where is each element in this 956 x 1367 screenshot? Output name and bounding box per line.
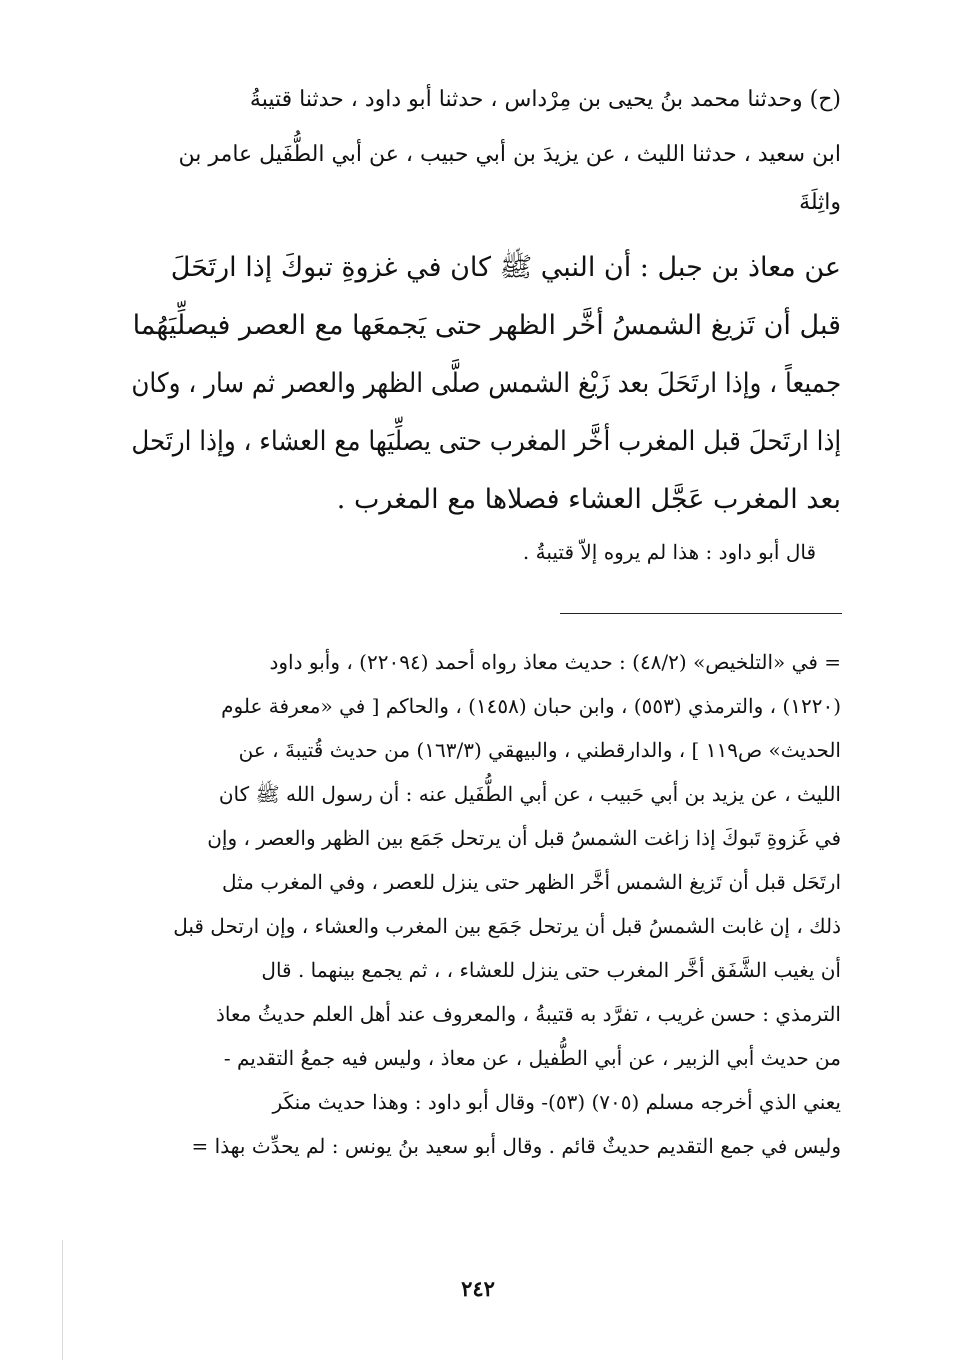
footnote-line: أن يغيب الشَّفَق أخَّر المغرب حتى ينزل للعشاء ، ، ثم يجمع بينهما . قال	[261, 958, 841, 982]
isnad-line: ابن سعيد ، حدثنا الليث ، عن يزيدَ بن أبي حبيب ، عن أبي الطُّفَيل عامر بن	[178, 142, 841, 167]
isnad-line: واثِلَةَ	[799, 190, 841, 215]
footnote-line: ذلك ، إن غابت الشمسُ قبل أن يرتحل جَمَع بين المغرب والعشاء ، وإن ارتحل قبل	[173, 914, 841, 938]
footnote-line: الترمذي : حسن غريب ، تفرَّد به قتيبةُ ، والمعروف عند أهل العلم حديثُ معاذ	[216, 1002, 841, 1026]
matn-line: جميعاً ، وإذا ارتَحَلَ بعد زَيْغ الشمس صلَّى الظهر والعصر ثم سار ، وكان	[131, 368, 841, 399]
footnote-line: في غَزوةِ تَبوكَ إذا زاغت الشمسُ قبل أن يرتحل جَمَع بين الظهر والعصر ، وإن	[207, 826, 841, 850]
footnote-line: = في «التلخيص» (٤٨/٢) : حديث معاذ رواه أحمد (٢٢٠٩٤) ، وأبو داود	[269, 650, 841, 674]
scan-edge-line	[62, 1240, 63, 1360]
page-number: ٢٤٢	[461, 1276, 495, 1301]
footnote-line: يعني الذي أخرجه مسلم (٧٠٥) (٥٣)- وقال أبو داود : وهذا حديث منكَر	[272, 1090, 841, 1114]
matn-line: قبل أن تَزيغ الشمسُ أخَّر الظهر حتى يَجمعَها مع العصر فيصلِّيَهُما	[132, 310, 841, 341]
matn-line: إذا ارتَحلَ قبل المغرب أخَّر المغرب حتى يصلِّيَها مع العشاء ، وإذا ارتَحل	[131, 426, 841, 457]
footnote-line: وليس في جمع التقديم حديثٌ قائم . وقال أبو سعيد بنُ يونس : لم يحدِّث بهذا =	[191, 1134, 841, 1158]
abu-dawud-note: قال أبو داود : هذا لم يروه إلاّ قتيبةُ .	[522, 540, 816, 564]
isnad-line: (ح) وحدثنا محمد بنُ يحيى بن مِرْداس ، حدثنا أبو داود ، حدثنا قتيبةُ	[249, 87, 841, 112]
footnote-line: من حديث أبي الزبير ، عن أبي الطُّفيل ، عن معاذ ، وليس فيه جمعُ التقديم -	[223, 1046, 841, 1070]
footnote-line: ارتَحَل قبل أن تَزيغ الشمس أخَّر الظهر حتى ينزل للعصر ، وفي المغرب مثل	[221, 870, 841, 894]
footnote-separator	[560, 613, 842, 614]
matn-line: بعد المغرب عَجَّل العشاء فصلاها مع المغرب .	[336, 484, 841, 515]
footnote-line: (١٢٢٠) ، والترمذي (٥٥٣) ، وابن حبان (١٤٥٨) ، والحاكم [ في «معرفة علوم	[221, 694, 841, 718]
footnote-line: الحديث» ص١١٩ ] ، والدارقطني ، والبيهقي (١٦٣/٣) من حديث قُتيبةَ ، عن	[238, 738, 841, 762]
matn-line: عن معاذ بن جبل : أن النبي ﷺ كان في غزوةِ تبوكَ إذا ارتَحَلَ	[170, 252, 841, 283]
footnote-line: الليث ، عن يزيد بن أبي حَبيب ، عن أبي الطُّفَيل عنه : أن رسول الله ﷺ كان	[218, 782, 841, 806]
